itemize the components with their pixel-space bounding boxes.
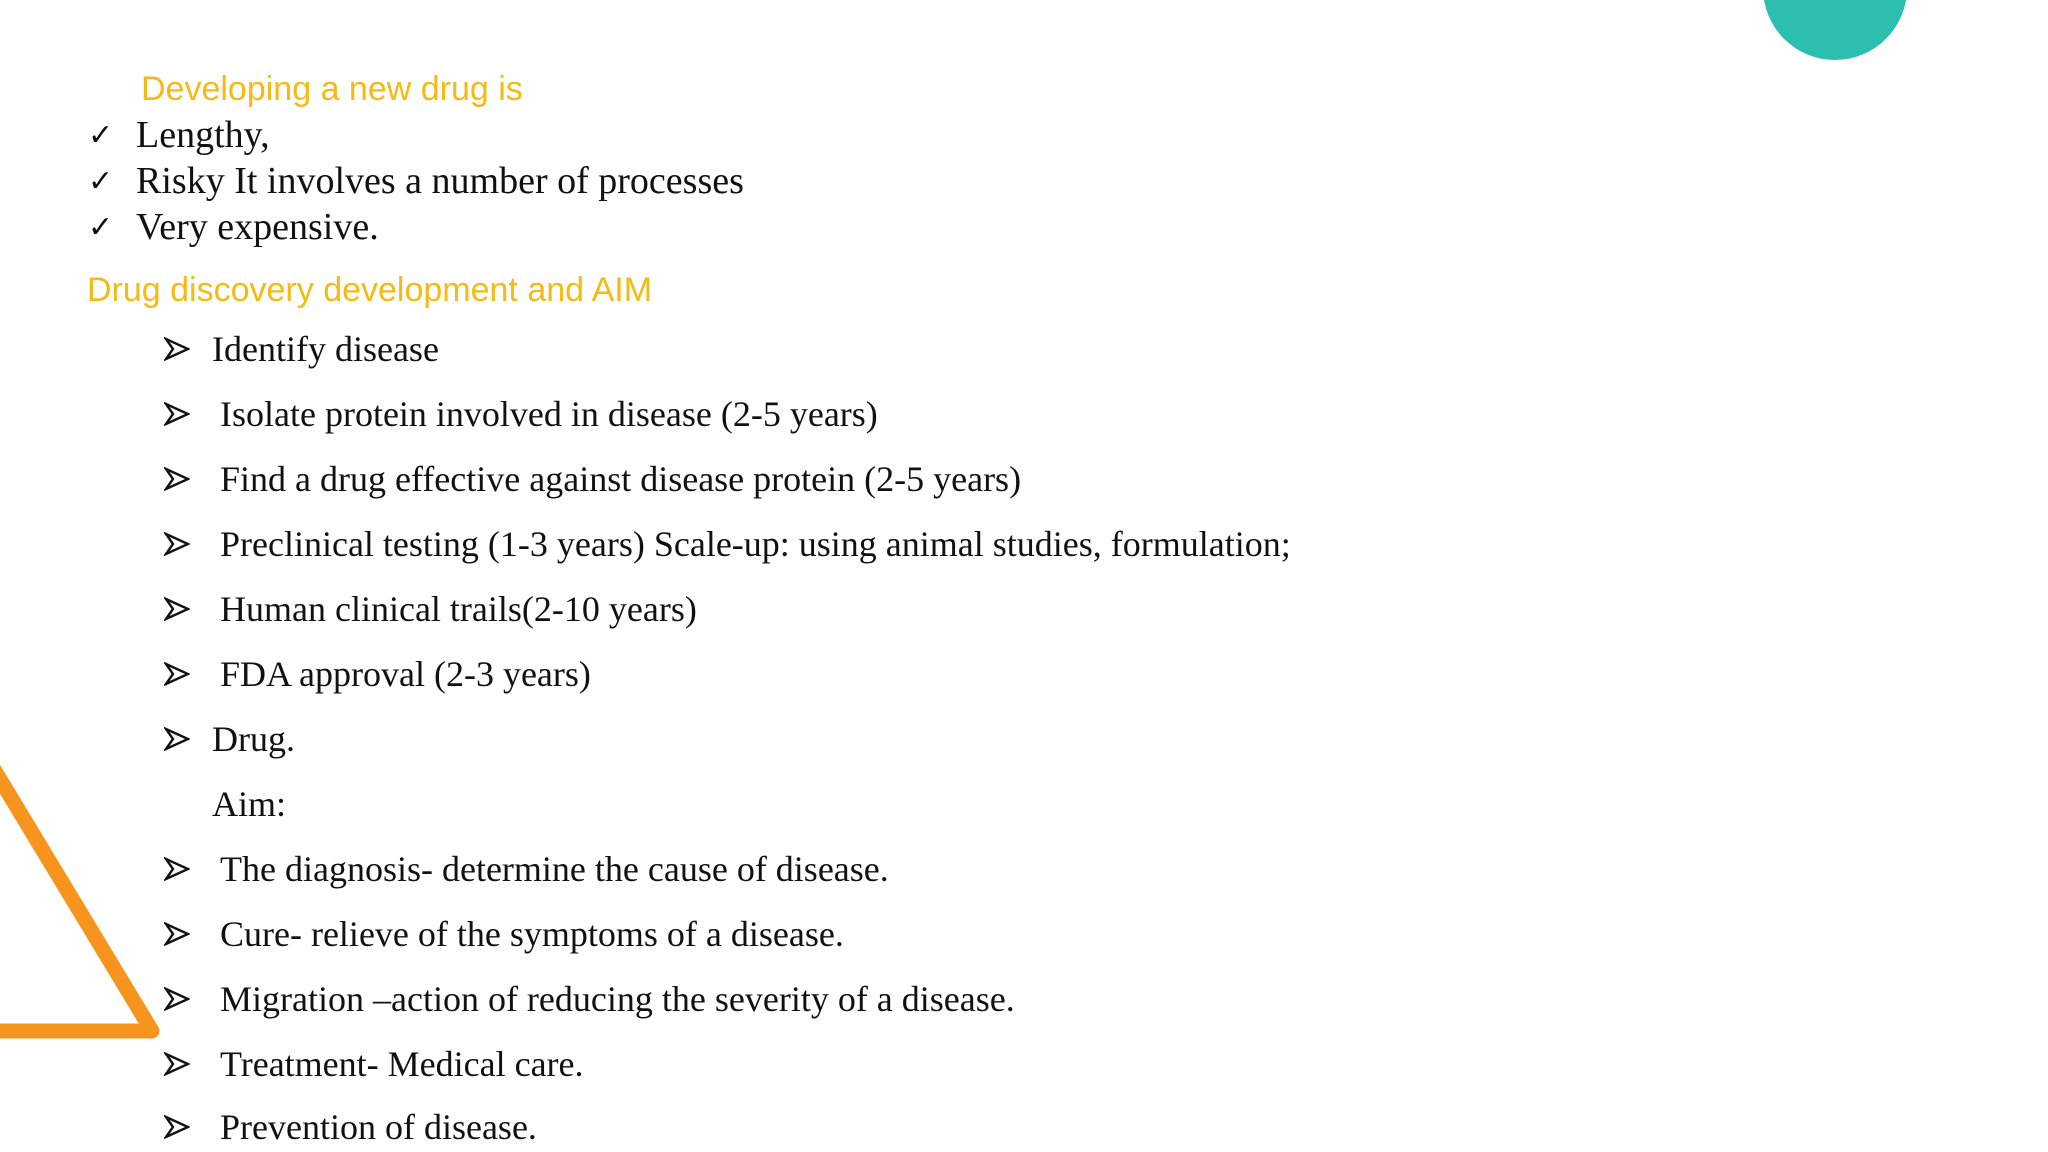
aim-list-item [164,844,889,894]
arrowhead-bullet-icon [164,919,212,949]
decorative-teal-circle [1763,0,1907,60]
check-list-item [88,112,270,158]
arrowhead-bullet-icon [164,854,212,884]
step-list-item [164,519,1291,569]
check-item-text: Lengthy, [136,114,270,156]
step-text: FDA approval (2-3 years) [220,654,591,694]
arrowhead-bullet-icon [164,724,212,754]
step-text: Preclinical testing (1-3 years) Scale-up: using animal studies, formulation; [220,524,1291,564]
arrowhead-bullet-icon [164,1112,212,1142]
check-list-item [88,158,744,204]
arrowhead-bullet-icon [164,594,212,624]
check-list-item [88,204,379,250]
checkmark-icon: ✓ [88,117,114,153]
step-text: Find a drug effective against disease protein (2-5 years) [220,459,1022,499]
step-list-item [164,714,295,764]
step-text: Isolate protein involved in disease (2-5 years) [220,394,878,434]
step-list-item [164,324,439,374]
aim-text: Treatment- Medical care. [220,1044,584,1084]
discovery-heading: Drug discovery development and AIM [87,271,653,309]
aim-label: Aim: [212,784,287,824]
arrowhead-bullet-icon [164,334,212,364]
check-item-text: Very expensive. [136,206,379,248]
arrowhead-bullet-icon [164,529,212,559]
aim-text: Migration –action of reducing the severity of a disease. [220,979,1015,1019]
aim-text: Prevention of disease. [220,1107,537,1147]
arrowhead-bullet-icon [164,399,212,429]
step-text: Identify disease [212,329,439,369]
step-list-item [164,584,697,634]
aim-list-item [164,974,1015,1024]
arrowhead-bullet-icon [164,1049,212,1079]
step-list-item [164,649,591,699]
arrowhead-bullet-icon [164,659,212,689]
arrowhead-bullet-icon [164,464,212,494]
aim-text: Cure- relieve of the symptoms of a disease. [220,914,844,954]
aim-list-item [164,909,844,959]
aim-list-item [164,1039,584,1089]
step-text: Drug. [212,719,295,759]
step-text: Human clinical trails(2-10 years) [220,589,697,629]
aim-text: The diagnosis- determine the cause of disease. [220,849,889,889]
checkmark-icon: ✓ [88,163,114,199]
aim-list-item [164,1102,537,1152]
step-list-item [164,454,1021,504]
step-list-item [164,389,878,439]
check-item-text: Risky It involves a number of processes [136,160,744,202]
arrowhead-bullet-icon [164,984,212,1014]
intro-heading: Developing a new drug is [141,70,523,108]
checkmark-icon: ✓ [88,209,114,245]
